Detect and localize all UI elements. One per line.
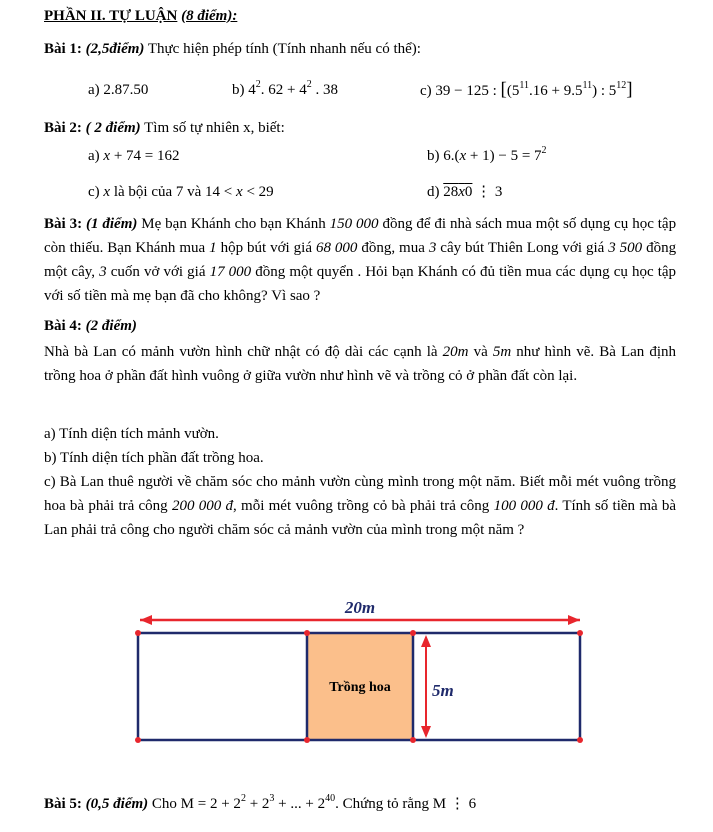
bai4-title: Bài 4: (2 điểm) — [44, 318, 137, 334]
bai4-qb: b) Tính diện tích phần đất trồng hoa. — [44, 450, 264, 466]
bai2-a: a) x + 74 = 162 — [88, 148, 180, 164]
bai5: Bài 5: (0,5 điểm) Cho $M = 2 + 2^2 + 2^3$ + ... + $2^{40}$. Chứng tỏ rằng M ⋮ 6 — [44, 793, 477, 812]
corner-point — [410, 737, 416, 743]
bai3-paragraph: Bài 3: (1 điểm) Mẹ bạn Khánh cho bạn Khánh 150 000 đồng để đi nhà sách mua một số dụng cụ học tập còn thiếu. Bạn Khánh mua 1 hộp bút với giá 68 000 đồng, mua 3 cây bút Thiên Long với giá 3 500 đồng một cây, 3 cuốn vở với giá 17 000 đồng một quyển . Hỏi bạn Khánh có đủ tiền mua các dụng cụ học tập với số tiền mà mẹ bạn đã cho không? Vì sao ? — [44, 216, 677, 304]
bai4-qc: c) Bà Lan thuê người về chăm sóc cho mảnh vườn cùng mình trong một năm. Biết mỗi mét vuông trồng hoa bà phải trả công 200 000 đ, mỗi mét vuông trồng cỏ bà phải trả công 100 000 đ. Tính số tiền mà bà Lan phải trả công cho người chăm sóc cả mảnh vườn của mình trong một năm ? — [44, 474, 677, 538]
bai1-b: b) $4^2$. $62 + 4^2$ . 38 — [232, 79, 338, 98]
section-heading — [44, 6, 237, 26]
flower-label: Trồng hoa — [329, 680, 391, 695]
corner-point — [577, 630, 583, 636]
corner-point — [304, 630, 310, 636]
bai1-c: c) 39 − 125 : [$(5^{11}.16 + 9.5^{11})$ : $5^{12}$] — [420, 79, 633, 100]
top-dimension-label: 20m — [344, 598, 376, 617]
corner-point — [135, 630, 141, 636]
corner-point — [410, 630, 416, 636]
side-dimension-label: 5m — [432, 681, 454, 700]
corner-point — [577, 737, 583, 743]
corner-point — [135, 737, 141, 743]
heading-points: (8 điểm): — [181, 8, 238, 24]
arrow-head-top — [421, 635, 431, 647]
garden-figure — [0, 595, 713, 775]
bai4-qa: a) Tính diện tích mảnh vườn. — [44, 426, 219, 442]
bai2-c: c) x là bội của 7 và 14 < x < 29 — [88, 184, 274, 200]
heading-text: PHẦN II. TỰ LUẬN — [44, 8, 178, 24]
bai1-a: a) 2.87.50 — [88, 82, 149, 98]
bai4-intro: Nhà bà Lan có mảnh vườn hình chữ nhật có độ dài các cạnh là 20m và 5m như hình vẽ. Bà Lan định trồng hoa ở phần đất hình vuông ở giữa vườn như hình vẽ và trồng cỏ ở phần đất còn lại. — [44, 344, 677, 384]
corner-point — [304, 737, 310, 743]
bai2-title: Bài 2: ( 2 điểm) Tìm số tự nhiên x, biết: — [44, 120, 285, 136]
arrow-head-left — [140, 615, 152, 625]
bai2-d: d) 28x0 ⋮ 3 — [427, 184, 503, 200]
bai1-title: Bài 1: (2,5điểm) Thực hiện phép tính (Tính nhanh nếu có thể): — [44, 41, 421, 57]
arrow-head-bottom — [421, 726, 431, 738]
bai2-b: b) $6.(x + 1) - 5 = 7^2$ — [427, 145, 547, 164]
arrow-head-right — [568, 615, 580, 625]
